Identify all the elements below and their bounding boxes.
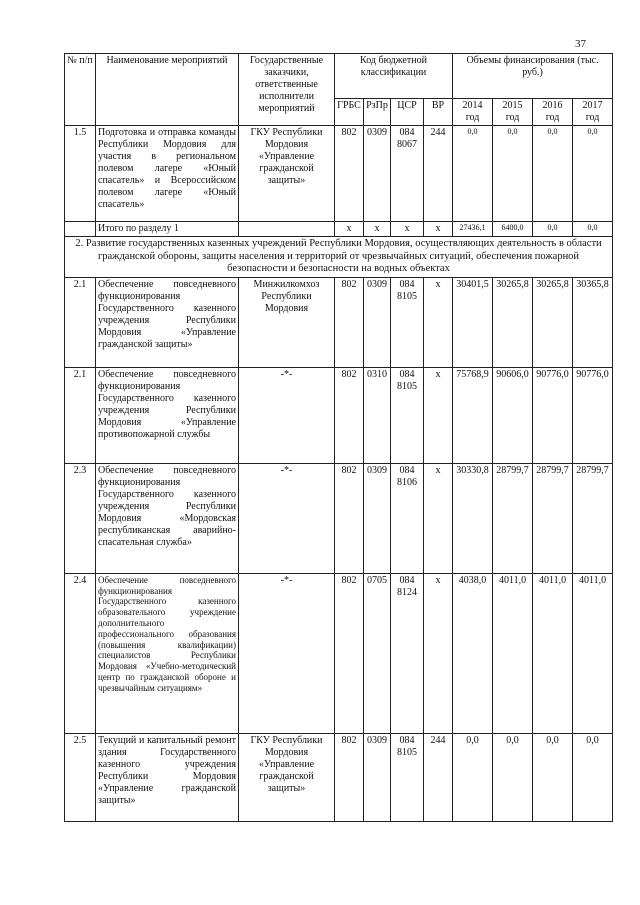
row-name: Подготовка и отправка команды Республики Мордовия для участия в региональном полевом лагере «Юный спасатель» и Всероссийском полевом лагере «Юный спасатель» [96, 126, 239, 222]
page-number: 37 [575, 38, 586, 50]
row-vr: 244 [424, 126, 453, 222]
table-row [65, 126, 613, 222]
total-csr: х [391, 222, 424, 237]
row-grbs: 802 [335, 277, 364, 367]
row-rzpr: 0705 [364, 573, 391, 733]
row-customer: Минжилкомхоз Республики Мордовия [239, 277, 335, 367]
row-csr: 084 8105 [391, 277, 424, 367]
row-rzpr: 0309 [364, 733, 391, 821]
row-2016: 30265,8 [533, 277, 573, 367]
row-2017: 90776,0 [573, 367, 613, 463]
row-grbs: 802 [335, 733, 364, 821]
row-2016: 4011,0 [533, 573, 573, 733]
header-grbs: ГРБС [335, 99, 364, 126]
row-customer: -*- [239, 573, 335, 733]
row-2015: 0,0 [493, 126, 533, 222]
row-2016: 0,0 [533, 733, 573, 821]
row-grbs: 802 [335, 573, 364, 733]
row-num: 2.1 [65, 277, 96, 367]
section-heading-row [65, 237, 613, 278]
total-2015: 6400,0 [493, 222, 533, 237]
row-vr: 244 [424, 733, 453, 821]
total-label: Итого по разделу 1 [96, 222, 239, 237]
row-name: Обеспечение повседневного функционирования Государственного казенного учреждения Республики Мордовия «Управление противопожарной службы [96, 367, 239, 463]
row-2015: 90606,0 [493, 367, 533, 463]
row-2015: 0,0 [493, 733, 533, 821]
row-vr: х [424, 277, 453, 367]
total-grbs: х [335, 222, 364, 237]
row-2016: 0,0 [533, 126, 573, 222]
row-vr: х [424, 463, 453, 573]
row-2016: 28799,7 [533, 463, 573, 573]
row-name: Обеспечение повседневного функционирования Государственного казенного учреждения Республики Мордовия «Управление гражданской защиты» [96, 277, 239, 367]
row-2016: 90776,0 [533, 367, 573, 463]
row-grbs: 802 [335, 463, 364, 573]
header-2017: 2017 год [573, 99, 613, 126]
row-num: 2.5 [65, 733, 96, 821]
row-2014: 0,0 [453, 733, 493, 821]
row-customer: -*- [239, 463, 335, 573]
row-num: 2.3 [65, 463, 96, 573]
header-rzpr: РзПр [364, 99, 391, 126]
row-2014: 0,0 [453, 126, 493, 222]
header-vr: ВР [424, 99, 453, 126]
row-vr: х [424, 573, 453, 733]
row-name: Текущий и капитальный ремонт здания Государственного казенного учреждения Республики Мордовия «Управление гражданской защиты» [96, 733, 239, 821]
row-csr: 084 8124 [391, 573, 424, 733]
row-2017: 30365,8 [573, 277, 613, 367]
row-rzpr: 0309 [364, 277, 391, 367]
row-2015: 4011,0 [493, 573, 533, 733]
total-rzpr: х [364, 222, 391, 237]
table-row [65, 733, 613, 821]
row-customer: -*- [239, 367, 335, 463]
total-2017: 0,0 [573, 222, 613, 237]
row-vr: х [424, 367, 453, 463]
row-num: 2.1 [65, 367, 96, 463]
header-csr: ЦСР [391, 99, 424, 126]
row-name: Обеспечение повседневного функционирования Государственного казенного учреждения Республики Мордовия «Мордовская республиканская аварийно-спасательная служба» [96, 463, 239, 573]
row-2015: 28799,7 [493, 463, 533, 573]
table-row [65, 463, 613, 573]
row-customer: ГКУ Республики Мордовия «Управление гражданской защиты» [239, 126, 335, 222]
row-2017: 4011,0 [573, 573, 613, 733]
section-2-title: 2. Развитие государственных казенных учреждений Республики Мордовия, осуществляющих деятельность в области гражданской обороны, защиты населения и территорий от чрезвычайных ситуаций, обеспечения пожарной безопасности и безопасности на водных объектах [65, 237, 613, 278]
row-2015: 30265,8 [493, 277, 533, 367]
row-2017: 0,0 [573, 126, 613, 222]
row-csr: 084 8106 [391, 463, 424, 573]
row-2014: 30330,8 [453, 463, 493, 573]
row-grbs: 802 [335, 367, 364, 463]
row-2017: 0,0 [573, 733, 613, 821]
header-name: Наименование мероприятий [96, 54, 239, 126]
header-2016: 2016 год [533, 99, 573, 126]
header-customer: Государственные заказчики, ответственные исполнители мероприятий [239, 54, 335, 126]
row-2014: 4038,0 [453, 573, 493, 733]
header-2014: 2014 год [453, 99, 493, 126]
row-rzpr: 0309 [364, 126, 391, 222]
row-csr: 084 8105 [391, 367, 424, 463]
table-row [65, 367, 613, 463]
row-name: Обеспечение повседневного функционирования Государственного казенного образовательного учреждение дополнительного профессионального образования (повышения квалификации) специалистов Республики Мордовия «Учебно-методический центр по гражданской обороне и чрезвычайным ситуациям» [96, 573, 239, 733]
row-customer: ГКУ Республики Мордовия «Управление гражданской защиты» [239, 733, 335, 821]
row-2014: 30401,5 [453, 277, 493, 367]
header-budget-code: Код бюджетной классификации [335, 54, 453, 99]
total-row [65, 222, 613, 237]
row-csr: 084 8105 [391, 733, 424, 821]
table-row [65, 573, 613, 733]
table-row [65, 277, 613, 367]
row-grbs: 802 [335, 126, 364, 222]
financing-table [64, 53, 613, 822]
header-num: № п/п [65, 54, 96, 126]
total-2016: 0,0 [533, 222, 573, 237]
row-rzpr: 0309 [364, 463, 391, 573]
row-2017: 28799,7 [573, 463, 613, 573]
total-vr: х [424, 222, 453, 237]
row-rzpr: 0310 [364, 367, 391, 463]
row-num: 1.5 [65, 126, 96, 222]
row-2014: 75768,9 [453, 367, 493, 463]
header-2015: 2015 год [493, 99, 533, 126]
header-financing: Объемы финансирования (тыс. руб.) [453, 54, 613, 99]
row-csr: 084 8067 [391, 126, 424, 222]
total-2014: 27436,1 [453, 222, 493, 237]
row-num: 2.4 [65, 573, 96, 733]
